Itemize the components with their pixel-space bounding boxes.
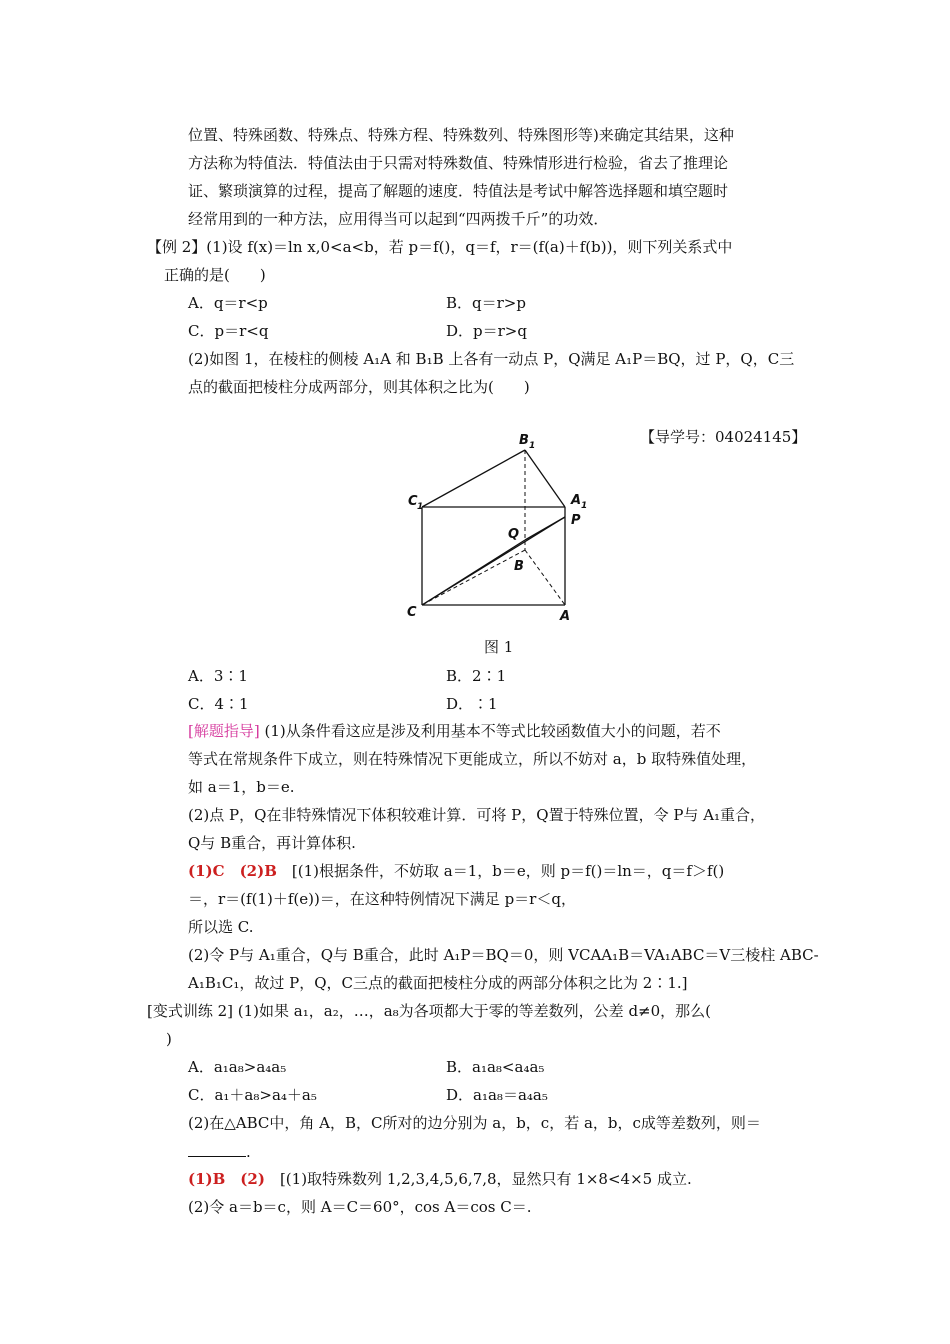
variant2-option-a: A．a₁a₈>a₄a₅: [188, 1058, 287, 1076]
example2-q2-option-c: C．4∶1: [188, 695, 249, 713]
intro-line-3: 证、繁琐演算的过程，提高了解题的速度．特值法是考试中解答选择题和填空题时: [188, 182, 729, 200]
label-b1: B: [519, 433, 529, 448]
answer-tag: (1)C (2)B: [188, 862, 277, 880]
example2-q1-option-c: C．p＝r<q: [188, 322, 269, 340]
line-q-p: [525, 517, 565, 540]
example2-q1-option-b: B．q＝r>p: [446, 294, 526, 312]
example2-q2-option-d: D．∶1: [446, 695, 498, 713]
answer-line-5: A₁B₁C₁，故过 P，Q，C三点的截面把棱柱分成的两部分体积之比为 2∶1.]: [188, 974, 688, 992]
label-p: P: [571, 513, 581, 528]
edge-b1-a1: [525, 450, 565, 507]
variant2-option-c: C．a₁＋a₈>a₄＋a₅: [188, 1086, 317, 1104]
guide-line-3: 如 a＝1，b＝e.: [188, 778, 295, 796]
answer-line-1: [188, 864, 724, 879]
variant2-q1-line-2: ): [166, 1030, 172, 1048]
label-q: Q: [508, 527, 520, 542]
label-a1: A: [571, 493, 582, 508]
answer-line-2: ＝，r＝(f(1)＋f(e))＝，在这种特例情况下满足 p＝r＜q，: [188, 890, 576, 908]
label-b1-sub: 1: [529, 441, 536, 451]
edge-b-c: [422, 550, 525, 605]
label-c: C: [407, 605, 417, 620]
variant2-q2-line-2: [188, 1144, 251, 1160]
intro-line-2: 方法称为特值法．特值法由于只需对特殊数值、特殊情形进行检验，省去了推理论: [188, 154, 729, 172]
example2-q1-line-2: 正确的是( ): [164, 266, 266, 284]
variant2-q2-period: .: [246, 1143, 251, 1161]
answer-blank: [188, 1144, 246, 1157]
label-c1: C: [408, 494, 418, 509]
example2-q1-option-a: A．q＝r<p: [188, 294, 268, 312]
label-b: B: [514, 559, 524, 574]
example2-q2-line-1: (2)如图 1，在棱柱的侧棱 A₁A 和 B₁B 上各有一动点 P，Q满足 A₁P＝BQ，过 P，Q，C三: [188, 350, 795, 368]
prism-figure: [395, 430, 595, 625]
example2-q2-option-a: A．3∶1: [188, 667, 248, 685]
edge-b1-c1: [422, 450, 525, 507]
intro-line-1: 位置、特殊函数、特殊点、特殊方程、特殊数列、特殊图形等)来确定其结果，这种: [188, 126, 734, 144]
variant2-q1-line-1: [变式训练 2] (1)如果 a₁，a₂，…，a₈为各项都大于零的等差数列，公差 d≠0，那么(: [147, 1002, 712, 1020]
variant2-option-d: D．a₁a₈＝a₄a₅: [446, 1086, 548, 1104]
guide-text-1: (1)从条件看这应是涉及利用基本不等式比较函数值大小的问题，若不: [259, 722, 721, 740]
answer-line-4: (2)令 P与 A₁重合，Q与 B重合，此时 A₁P＝BQ＝0，则 VCAA₁B＝VA₁ABC＝V三棱柱 ABC-: [188, 946, 819, 964]
guide-number: 【导学号：04024145】: [640, 428, 807, 446]
answer2-line-2: (2)令 a＝b＝c，则 A＝C＝60°，cos A＝cos C＝.: [188, 1198, 532, 1216]
label-a: A: [560, 609, 571, 624]
variant2-q2-line-1: (2)在△ABC中，角 A，B，C所对的边分别为 a，b，c，若 a，b，c成等差数列，则＝: [188, 1114, 761, 1132]
answer2-line-1: [188, 1172, 692, 1187]
example2-q1-line-1: 【例 2】(1)设 f(x)＝ln x,0<a<b，若 p＝f()，q＝f，r＝(f(a)＋f(b))，则下列关系式中: [147, 238, 733, 256]
guide-line-2: 等式在常规条件下成立，则在特殊情况下更能成立，所以不妨对 a，b 取特殊值处理，: [188, 750, 757, 768]
intro-line-4: 经常用到的一种方法，应用得当可以起到“四两拨千斤”的功效．: [188, 210, 609, 228]
guide-line-5: Q与 B重合，再计算体积.: [188, 834, 356, 852]
answer2-tag: (1)B (2): [188, 1170, 265, 1188]
answer-line-3: 所以选 C.: [188, 918, 254, 936]
guide-tag: [解题指导]: [188, 722, 260, 740]
label-c1-sub: 1: [417, 502, 424, 512]
guide-line-1: [188, 724, 721, 739]
example2-q2-option-b: B．2∶1: [446, 667, 507, 685]
figure-caption: 图 1: [484, 638, 514, 656]
edge-b-a: [525, 550, 565, 605]
label-a1-sub: 1: [581, 501, 588, 511]
answer-text-1: [(1)根据条件，不妨取 a＝1，b＝e，则 p＝f()＝ln＝，q＝f＞f(): [276, 862, 725, 880]
example2-q2-line-2: 点的截面把棱柱分成两部分，则其体积之比为( ): [188, 378, 530, 396]
variant2-option-b: B．a₁a₈<a₄a₅: [446, 1058, 545, 1076]
guide-line-4: (2)点 P，Q在非特殊情况下体积较难计算．可将 P，Q置于特殊位置，令 P与 A₁重合，: [188, 806, 766, 824]
answer2-text-1: [(1)取特殊数列 1,2,3,4,5,6,7,8，显然只有 1×8<4×5 成立.: [264, 1170, 692, 1188]
line-c-q: [422, 540, 525, 605]
example2-q1-option-d: D．p＝r>q: [446, 322, 527, 340]
